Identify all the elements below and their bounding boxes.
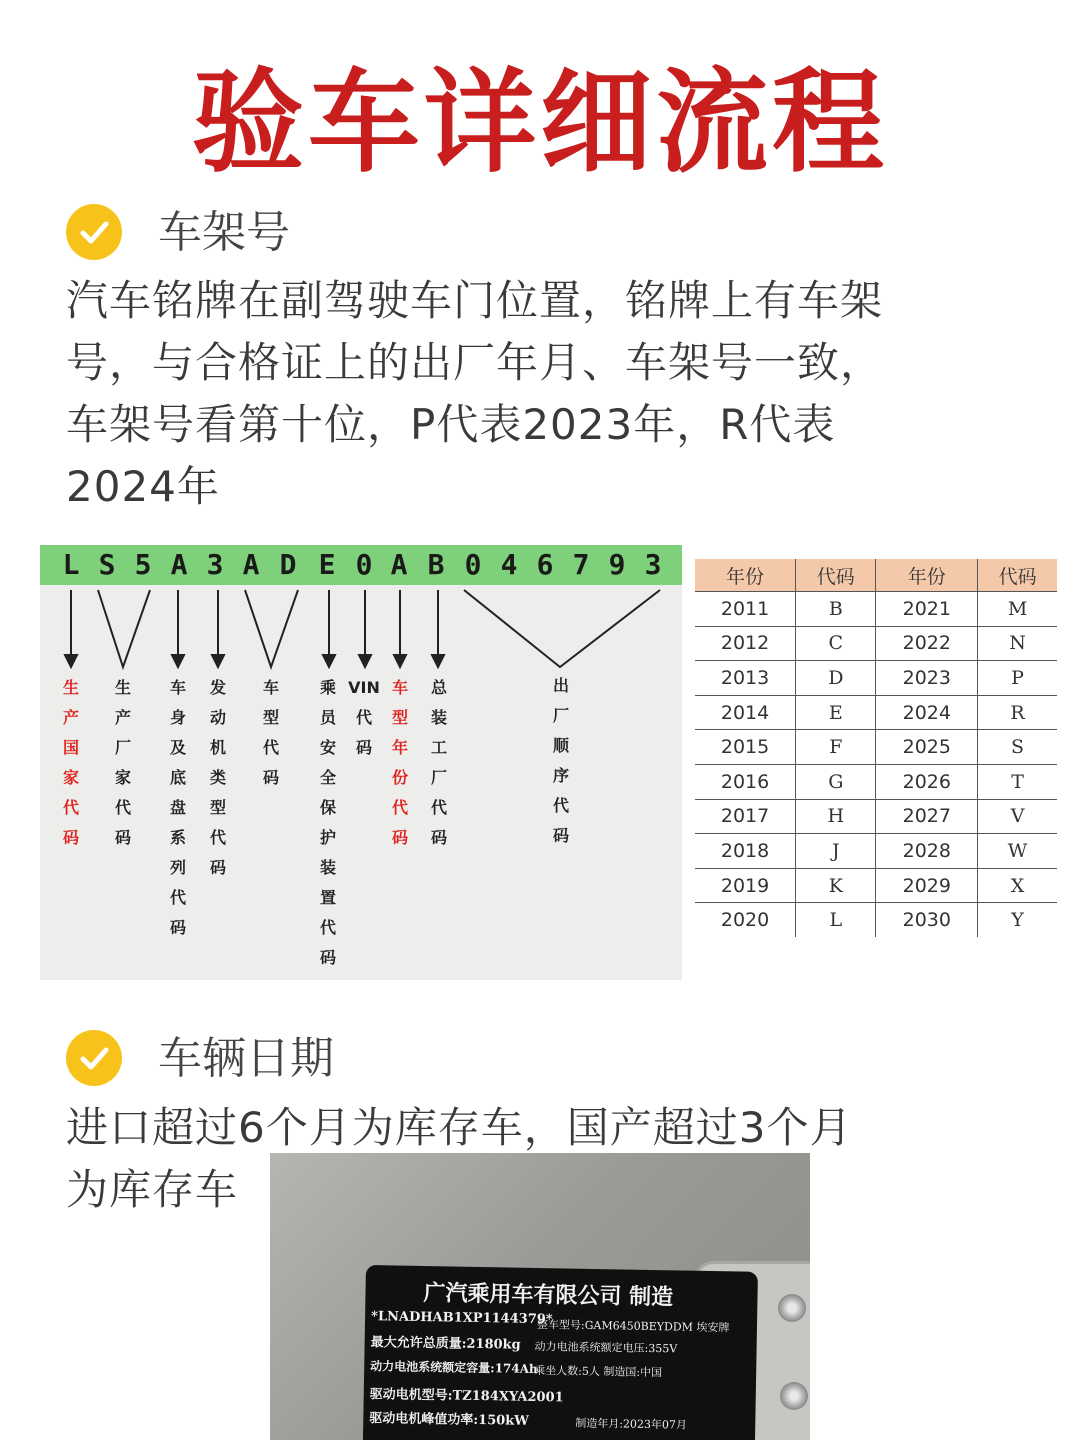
plate-capacity: 动力电池系统额定容量:174Ah — [370, 1359, 538, 1377]
table-row — [695, 730, 1057, 765]
year-cell: 2017 — [695, 799, 796, 834]
table-header-row — [695, 559, 1057, 592]
text-line: 为库存车 — [66, 1165, 239, 1214]
code-cell: W — [978, 834, 1057, 869]
code-cell: P — [978, 661, 1057, 696]
code-cell: Y — [978, 903, 1057, 937]
section-heading-vin: 车架号 — [158, 207, 290, 258]
year-cell: 2011 — [695, 592, 796, 627]
code-cell: V — [978, 799, 1057, 834]
code-cell: J — [796, 834, 876, 869]
plate-motor-model: 驱动电机型号:TZ184XYA2001 — [369, 1387, 564, 1406]
vin-label-check-digit: VIN 代 码 — [348, 678, 380, 757]
vin-char: A — [170, 548, 188, 581]
vin-char: L — [62, 548, 80, 581]
vin-label-engine: 发 动 机 类 型 代 码 — [209, 678, 226, 877]
vin-label-model: 车 型 代 码 — [262, 678, 279, 787]
code-cell: C — [796, 626, 876, 661]
vin-label-body-chassis: 车 身 及 底 盘 系 列 代 码 — [169, 678, 186, 937]
year-code-table — [695, 559, 1057, 937]
year-cell: 2016 — [695, 764, 796, 799]
vin-char: S — [98, 548, 116, 581]
text-line: 进口超过6个月为库存车，国产超过3个月 — [66, 1103, 853, 1152]
code-cell: K — [796, 868, 876, 903]
vin-label-restraint: 乘 员 安 全 保 护 装 置 代 码 — [319, 678, 336, 967]
text-line: 2024年 — [66, 462, 220, 511]
year-cell: 2013 — [695, 661, 796, 696]
vin-char: 3 — [644, 548, 662, 581]
year-cell: 2024 — [876, 695, 978, 730]
text-line: 汽车铭牌在副驾驶车门位置，铭牌上有车架 — [66, 276, 884, 325]
year-cell: 2029 — [876, 868, 978, 903]
table-row — [695, 834, 1057, 869]
vin-label-serial: 出 厂 顺 序 代 码 — [552, 676, 569, 845]
code-cell: S — [978, 730, 1057, 765]
year-cell: 2022 — [876, 626, 978, 661]
year-cell: 2021 — [876, 592, 978, 627]
vin-char: 9 — [608, 548, 626, 581]
table-row — [695, 799, 1057, 834]
year-cell: 2020 — [695, 903, 796, 937]
vin-char: A — [390, 548, 408, 581]
code-cell: B — [796, 592, 876, 627]
year-cell: 2023 — [876, 661, 978, 696]
code-cell: T — [978, 764, 1057, 799]
vin-label-model-year: 车 型 年 份 代 码 — [391, 678, 408, 847]
vin-char: 6 — [536, 548, 554, 581]
column-header: 年份 — [695, 559, 796, 592]
plate-gross-mass: 最大允许总质量:2180kg — [370, 1335, 521, 1353]
code-cell: M — [978, 592, 1057, 627]
nameplate-photo — [270, 1153, 810, 1440]
table-row — [695, 868, 1057, 903]
column-header: 年份 — [876, 559, 978, 592]
code-cell: H — [796, 799, 876, 834]
year-cell: 2015 — [695, 730, 796, 765]
bolt — [780, 1382, 808, 1410]
column-header: 代码 — [978, 559, 1057, 592]
plate-maker: 广汽乘用车有限公司 制造 — [423, 1280, 674, 1311]
vin-char: D — [279, 548, 297, 581]
year-cell: 2012 — [695, 626, 796, 661]
check-icon — [66, 204, 122, 260]
vin-diagram — [40, 545, 682, 980]
year-cell: 2019 — [695, 868, 796, 903]
section-heading-date: 车辆日期 — [158, 1033, 334, 1084]
vin-label-country: 生 产 国 家 代 码 — [62, 678, 79, 847]
year-cell: 2025 — [876, 730, 978, 765]
table-row — [695, 903, 1057, 937]
year-cell: 2030 — [876, 903, 978, 937]
plate-date: 制造年月:2023年07月 — [575, 1416, 688, 1432]
year-cell: 2014 — [695, 695, 796, 730]
code-cell: X — [978, 868, 1057, 903]
check-icon — [66, 1030, 122, 1086]
code-cell: R — [978, 695, 1057, 730]
year-cell: 2028 — [876, 834, 978, 869]
table-row — [695, 626, 1057, 661]
vin-char: 0 — [464, 548, 482, 581]
plate-motor-power: 驱动电机峰值功率:150kW — [369, 1411, 529, 1429]
vin-label-plant: 总 装 工 厂 代 码 — [430, 678, 447, 847]
table-row — [695, 661, 1057, 696]
code-cell: F — [796, 730, 876, 765]
code-cell: E — [796, 695, 876, 730]
vin-label-manufacturer: 生 产 厂 家 代 码 — [114, 678, 131, 847]
column-header: 代码 — [796, 559, 876, 592]
code-cell: L — [796, 903, 876, 937]
plate-model: 整车型号:GAM6450BEYDDM 埃安牌 — [536, 1317, 730, 1335]
code-cell: N — [978, 626, 1057, 661]
vin-char: 0 — [355, 548, 373, 581]
plate-voltage: 动力电池系统额定电压:355V — [534, 1339, 678, 1356]
vin-description — [66, 270, 883, 518]
year-cell: 2027 — [876, 799, 978, 834]
text-line: 车架号看第十位，P代表2023年，R代表 — [66, 400, 836, 449]
vin-char: E — [318, 548, 336, 581]
vin-char: 5 — [134, 548, 152, 581]
table-row — [695, 592, 1057, 627]
table-row — [695, 695, 1057, 730]
bolt — [778, 1294, 806, 1322]
vin-char: B — [427, 548, 445, 581]
vin-char: A — [242, 548, 260, 581]
page-title: 验车详细流程 — [192, 58, 888, 188]
vin-char: 4 — [500, 548, 518, 581]
year-cell: 2026 — [876, 764, 978, 799]
vin-char: 7 — [572, 548, 590, 581]
plate-seats: 乘坐人数:5人 制造国:中国 — [534, 1363, 663, 1380]
code-cell: D — [796, 661, 876, 696]
plate-vin: *LNADHAB1XP1144379* — [370, 1309, 553, 1328]
year-cell: 2018 — [695, 834, 796, 869]
text-line: 号，与合格证上的出厂年月、车架号一致， — [66, 338, 884, 387]
table-row — [695, 764, 1057, 799]
code-cell: G — [796, 764, 876, 799]
vehicle-nameplate — [363, 1265, 758, 1440]
vin-char: 3 — [206, 548, 224, 581]
